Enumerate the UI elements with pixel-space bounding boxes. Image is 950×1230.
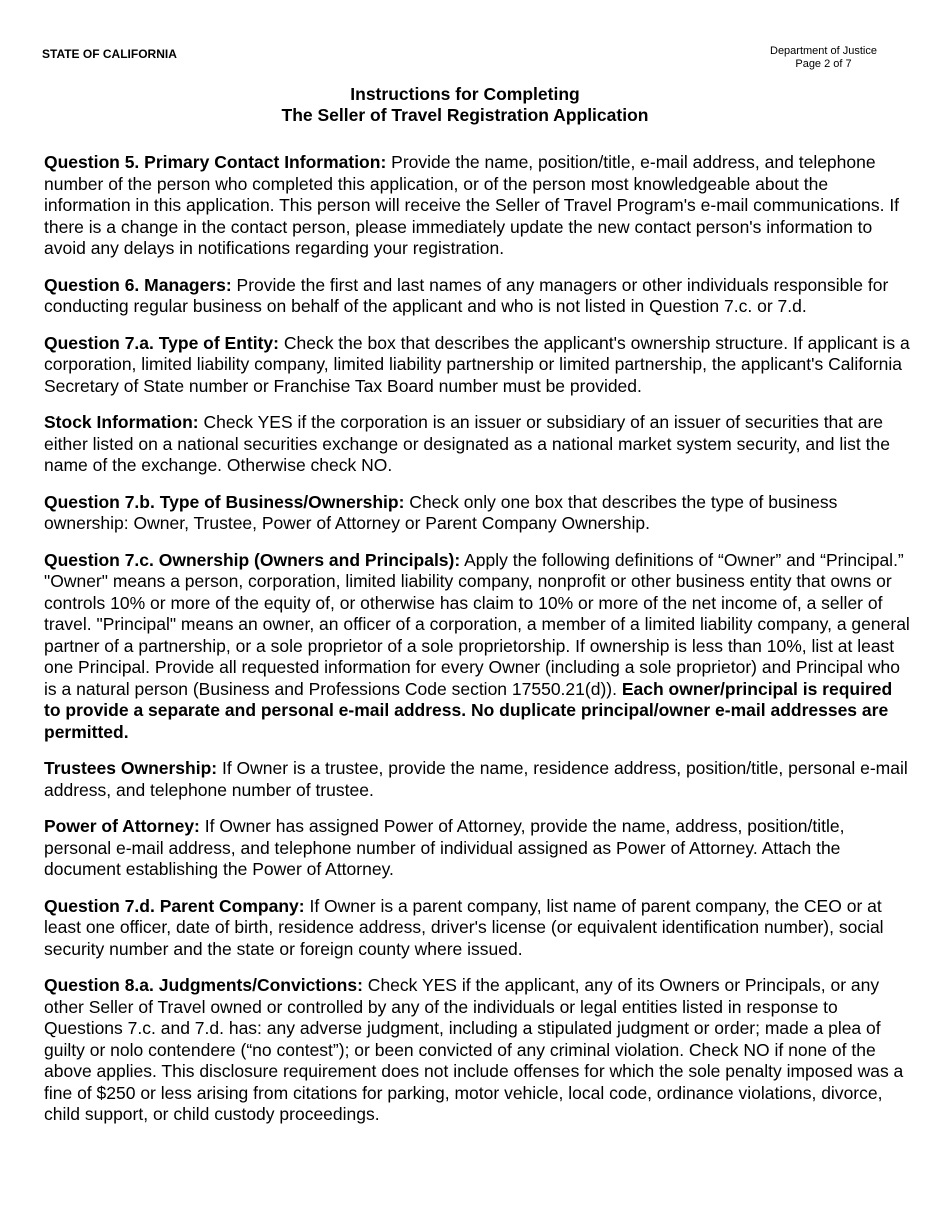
section-heading: Question 7.c. Ownership (Owners and Principals): [44,549,461,570]
title-line-2: The Seller of Travel Registration Application [281,105,649,125]
section-text: Check only one box that describes the type of business ownership: Owner, Trustee, Power of Attorney or Parent Company Ownership. [44,491,838,533]
section-power-of-attorney [44,816,910,881]
section-text: If Owner is a parent company, list name of parent company, the CEO or at least one officer, date of birth, residence address, driver's license (or equivalent identification number), social security number and the state or foreign county where issued. [44,895,884,959]
section-text: If Owner has assigned Power of Attorney, provide the name, address, position/title, personal e-mail address, and telephone number of individual assigned as Power of Attorney. Attach the document establishing the Power of Attorney. [44,816,845,879]
section-question-5 [44,152,910,260]
section-heading: Power of Attorney: [44,816,200,836]
agency-label: STATE OF CALIFORNIA [42,47,177,61]
section-text: Provide the name, position/title, e-mail address, and telephone number of the person who completed this application, or of the person most knowledgeable about the information in this application. This person will receive the Seller of Travel Program's e-mail communications. If there is a change in the contact person, please immediately update the new contact person's information to avoid any delays in notifications regarding your registration. [44,152,900,258]
section-text: Check the box that describes the applicant's ownership structure. If applicant is a corporation, limited liability company, limited liability partnership or limited partnership, the applicant's California Secretary of State number or Franchise Tax Board number must be provided. [44,332,910,396]
section-question-6 [44,275,910,318]
title-line-1: Instructions for Completing [350,84,580,104]
section-text: If Owner is a trustee, provide the name, residence address, position/title, personal e-mail address, and telephone number of trustee. [44,758,908,800]
section-stock-information [44,412,910,477]
section-heading: Question 7.a. Type of Entity: [44,332,279,353]
department-label: Department of Justice [770,45,877,57]
section-question-7b [44,492,910,535]
section-heading: Question 5. Primary Contact Information: [44,152,387,172]
section-text: Apply the following definitions of “Owner” and “Principal.” "Owner" means a person, corporation, limited liability company, nonprofit or other business entity that owns or controls 10% or more of the equity of, or otherwise has claim to 10% or more of the net income of, a seller of travel. "Principal" means an owner, an officer of a corporation, a member of a limited liability company, a general partner of a partnership, or a sole proprietor of a sole proprietorship. If ownership is less than 10%, list at least one Principal. Provide all requested information for every Owner (including a sole proprietor) and Principal who is a natural person (Business and Professions Code section 17550.21(d)). [44,549,910,699]
section-heading: Question 7.b. Type of Business/Ownership: [44,491,405,512]
page-number: Page 2 of 7 [795,58,852,70]
section-question-8a [44,975,910,1126]
page-title [0,84,930,126]
section-heading: Question 8.a. Judgments/Convictions: [44,975,363,995]
section-emphasis: Each owner/principal is required to provide a separate and personal e-mail address. No duplicate principal/owner e-mail addresses are permitted. [44,678,893,742]
page-header-right [770,45,877,71]
section-question-7c [44,550,910,744]
section-heading: Trustees Ownership: [44,758,218,778]
section-text: Provide the first and last names of any managers or other individuals responsible for conducting regular business on behalf of the applicant and who is not listed in Question 7.c. or 7.d. [44,274,889,316]
section-heading: Question 7.d. Parent Company: [44,895,305,916]
section-heading: Question 6. Managers: [44,274,232,295]
section-trustees-ownership [44,758,910,801]
section-question-7a [44,333,910,398]
instructions-body [44,152,910,1141]
section-heading: Stock Information: [44,412,199,432]
section-question-7d [44,896,910,961]
section-text: Check YES if the applicant, any of its Owners or Principals, or any other Seller of Travel owned or controlled by any of the individuals or legal entities listed in response to Questions 7.c. and 7.d. has: any adverse judgment, including a stipulated judgment or order; made a plea of guilty or nolo contendere (“no contest”); or been convicted of any criminal violation. Check NO if none of the above applies. This disclosure requirement does not include offenses for which the sole penalty imposed was a fine of $250 or less arising from citations for parking, motor vehicle, local code, ordinance violations, divorce, child support, or child custody proceedings. [44,975,904,1124]
section-text: Check YES if the corporation is an issuer or subsidiary of an issuer of securities that are either listed on a national securities exchange or designated as a national market system security, and list the name of the exchange. Otherwise check NO. [44,412,890,475]
